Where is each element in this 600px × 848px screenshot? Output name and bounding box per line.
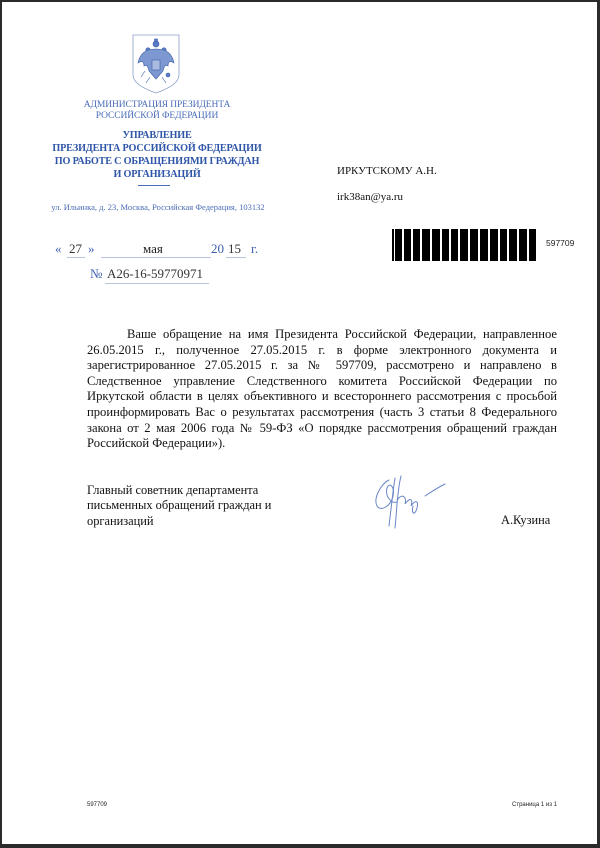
signatory-title <box>87 483 287 529</box>
signatory-title-line2: письменных обращений граждан и <box>87 498 272 513</box>
signatory-title-line3: организаций <box>87 513 154 528</box>
date-year-prefix: 20 <box>211 241 224 256</box>
date-year-suffix: 15 <box>228 241 241 256</box>
org-name-line1: АДМИНИСТРАЦИЯ ПРЕЗИДЕНТА <box>83 100 231 110</box>
dept-name-line1: УПРАВЛЕНИЕ <box>122 130 192 141</box>
letterhead-address: ул. Ильинка, д. 23, Москва, Российская Федерация, 103132 <box>51 202 265 212</box>
date-day: 27 <box>69 241 82 256</box>
handwritten-signature <box>367 470 457 530</box>
recipient-email: irk38an@ya.ru <box>337 191 404 203</box>
letter-body <box>87 327 557 452</box>
date-close-quote: » <box>88 241 95 256</box>
recipient-name: ИРКУТСКОМУ А.Н. <box>337 165 437 177</box>
reference-value: А26-16-59770971 <box>107 266 204 281</box>
barcode-number: 597709 <box>546 238 575 248</box>
footer-page-label: Страница 1 из 1 <box>512 802 557 808</box>
number-sign: № <box>90 266 103 281</box>
header-divider <box>138 185 170 186</box>
org-name-line2: РОССИЙСКОЙ ФЕДЕРАЦИИ <box>95 111 219 121</box>
signatory-title-line1: Главный советник департамента <box>87 483 259 497</box>
dept-name-line3: ПО РАБОТЕ С ОБРАЩЕНИЯМИ ГРАЖДАН <box>54 156 260 167</box>
coat-of-arms-emblem <box>130 33 182 95</box>
body-paragraph: Ваше обращение на имя Президента Российской Федерации, направленное 26.05.2015 г., полученное 27.05.2015 г. в форме электронного документа и зарегистрированное 27.05.2015 г. за № 597709, рассмотрено и направлено в Следственное управление Следственного комитета Российской Федерации по Иркутской области в целях объективного и всестороннего рассмотрения с просьбой проинформировать Вас о результатах рассмотрения (часть 3 статьи 8 Федерального закона от 2 мая 2006 года № 59-ФЗ «О порядке рассмотрения обращений граждан Российской Федерации»). <box>87 327 557 451</box>
signatory-name: А.Кузина <box>501 513 551 527</box>
barcode <box>392 229 538 261</box>
document-page <box>2 2 597 844</box>
date-open-quote: « <box>55 241 62 256</box>
date-year-mark: г. <box>251 241 259 256</box>
date-month: мая <box>143 241 163 256</box>
dept-name-line4: И ОРГАНИЗАЦИЙ <box>113 169 201 180</box>
footer-doc-number: 597709 <box>87 802 108 808</box>
dept-name-line2: ПРЕЗИДЕНТА РОССИЙСКОЙ ФЕДЕРАЦИИ <box>52 143 262 154</box>
